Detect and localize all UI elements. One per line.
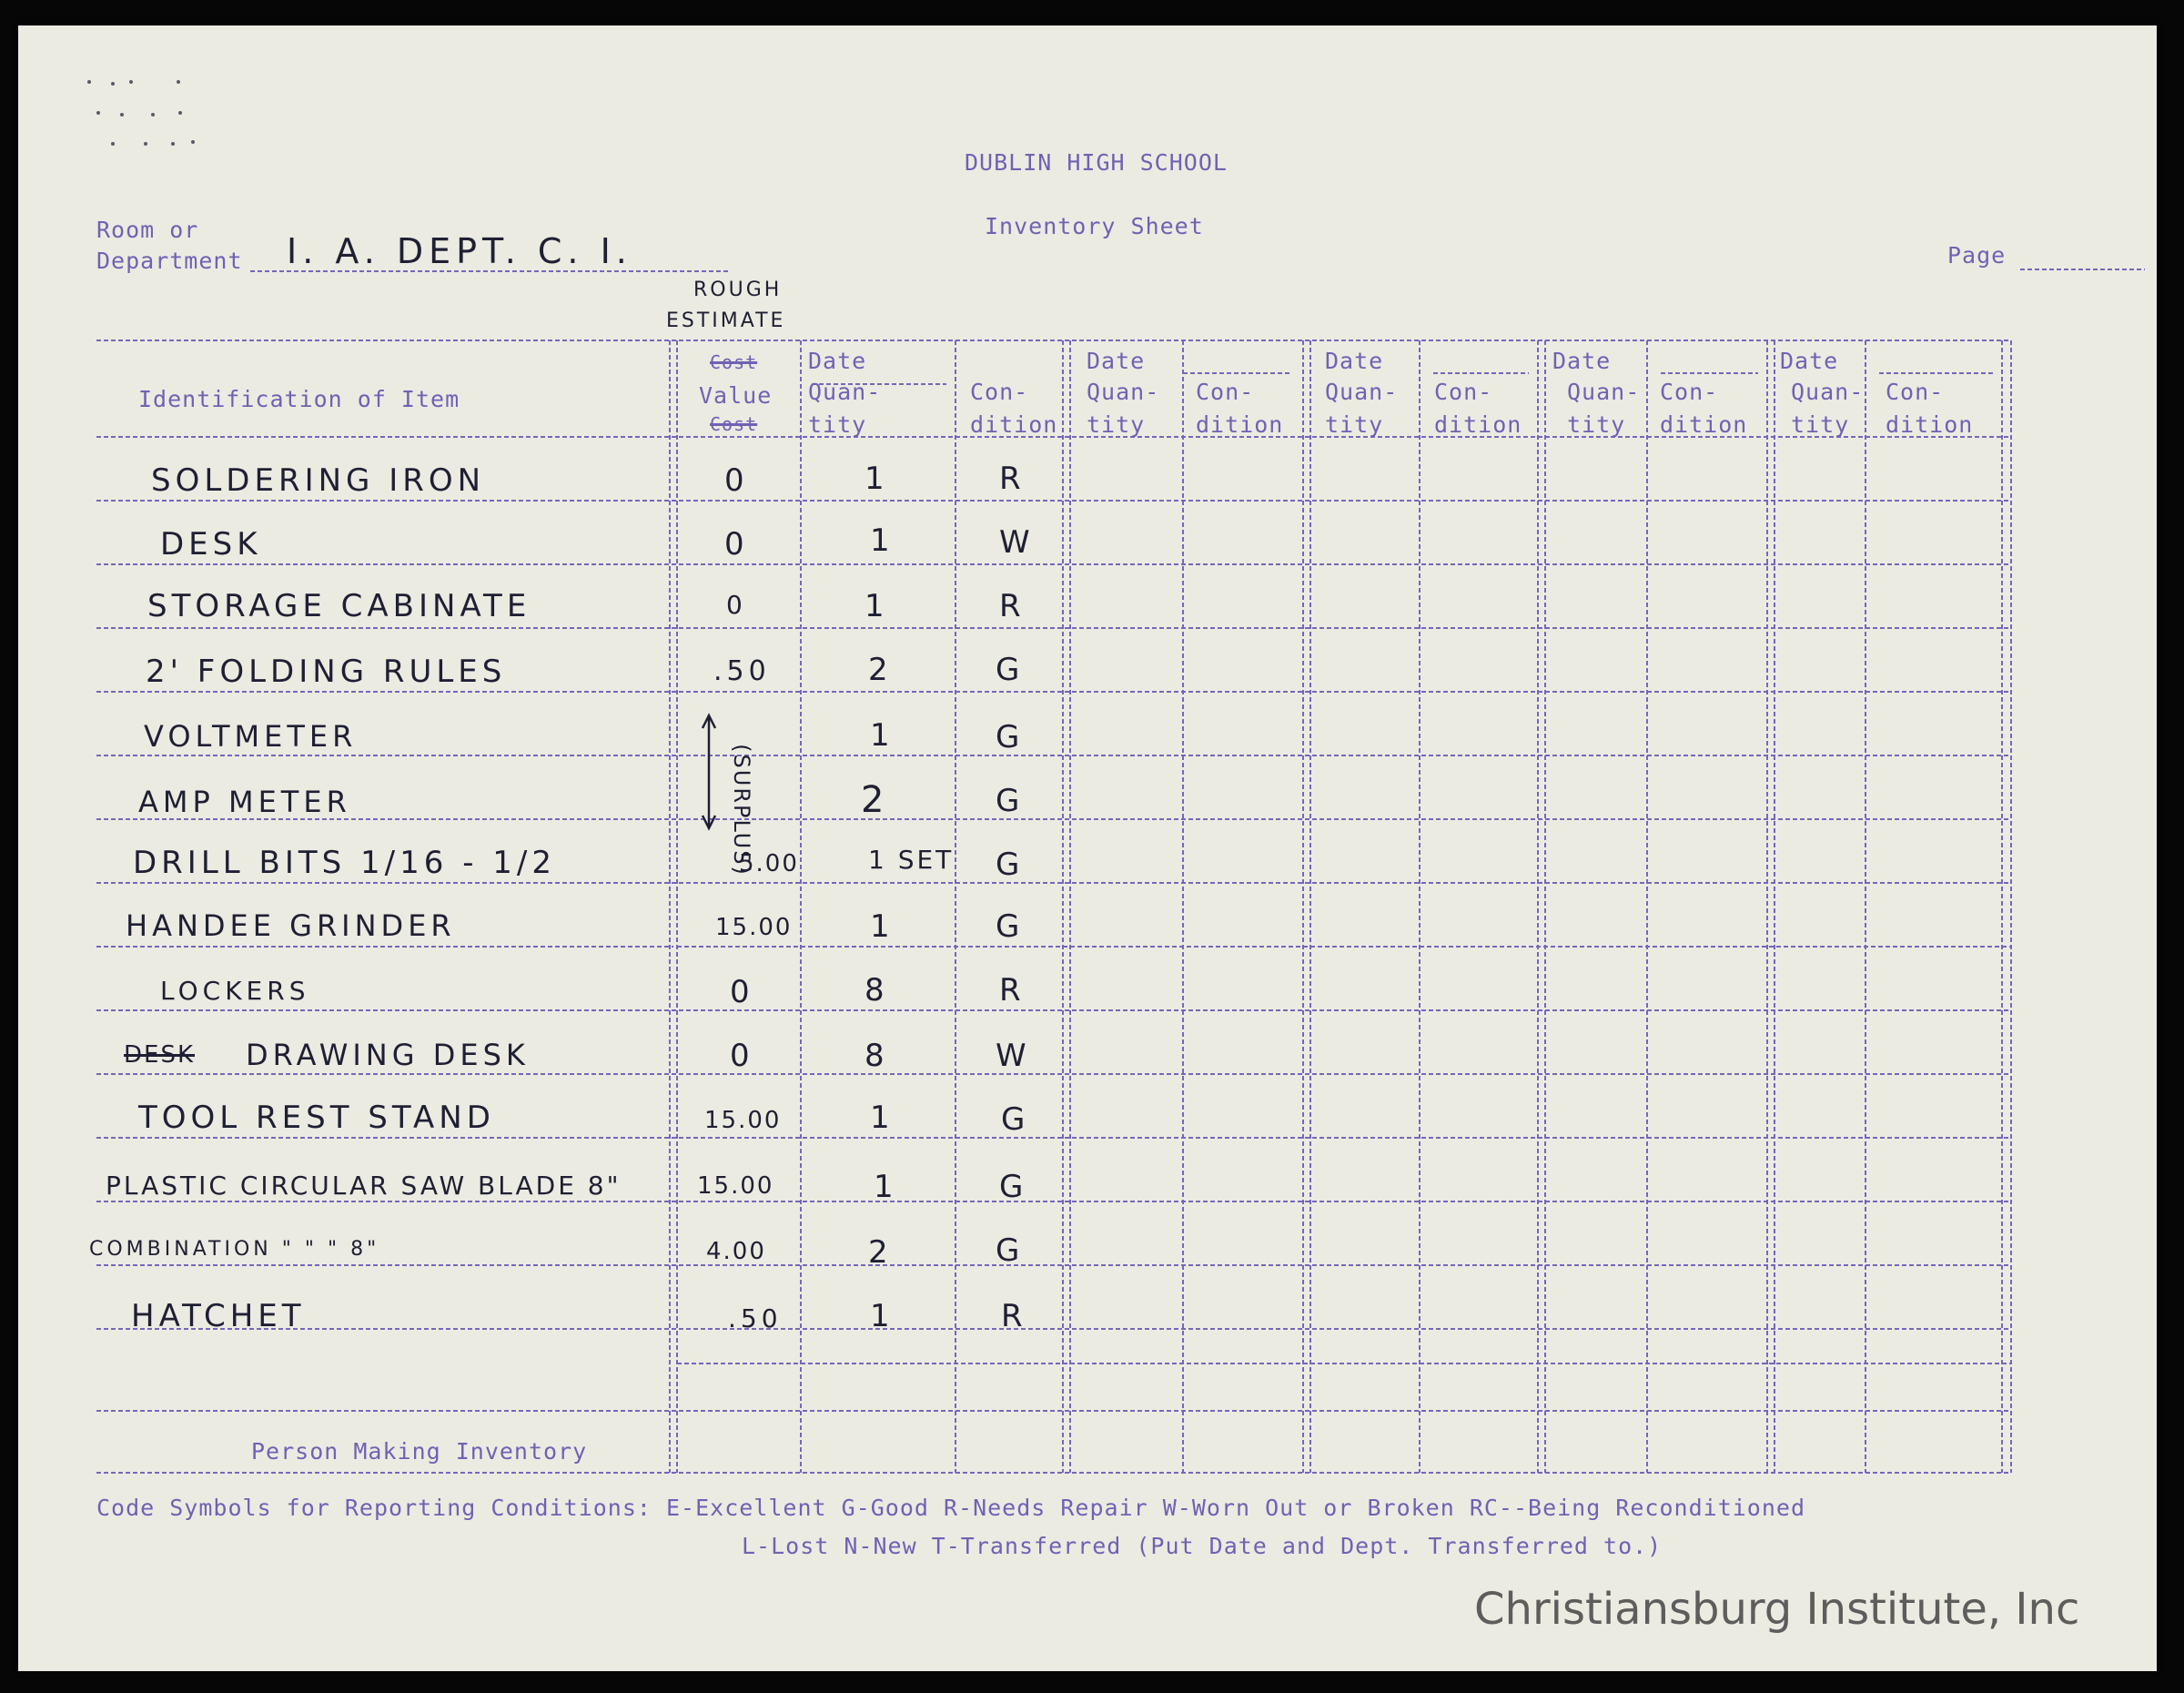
- item-name: VOLTMETER: [144, 719, 358, 754]
- quantity-header-1a: Quan-: [808, 379, 882, 405]
- quantity-header-2b: tity: [1087, 411, 1146, 438]
- page-label: Page: [1947, 242, 2007, 269]
- item-value: 0: [724, 526, 749, 563]
- quantity-header-5a: Quan-: [1791, 379, 1865, 405]
- item-value: 0: [730, 1038, 754, 1074]
- inventory-sheet-paper: [18, 25, 2157, 1671]
- item-quantity: 1: [870, 1100, 895, 1136]
- item-quantity: 1: [864, 461, 889, 497]
- item-name: HANDEE GRINDER: [126, 908, 456, 943]
- item-quantity: 2: [868, 652, 893, 688]
- item-condition: G: [996, 846, 1025, 883]
- item-name: DRAWING DESK: [246, 1038, 530, 1072]
- item-condition: G: [999, 1169, 1028, 1205]
- item-value: 5.00: [739, 850, 799, 877]
- quantity-header-5b: tity: [1791, 411, 1850, 438]
- item-quantity: 1: [870, 717, 895, 754]
- item-condition: G: [996, 908, 1025, 945]
- condition-header-4a: Con-: [1660, 379, 1719, 405]
- condition-header-4b: dition: [1660, 411, 1748, 438]
- item-condition: G: [996, 1232, 1025, 1269]
- item-value: 0: [724, 462, 749, 499]
- item-value: 0: [726, 590, 747, 620]
- struck-cost-bottom: Cost: [710, 413, 758, 435]
- item-condition: R: [999, 588, 1026, 624]
- item-name: TOOL REST STAND: [138, 1100, 495, 1136]
- date-header-1: Date: [808, 348, 867, 374]
- item-quantity: 1: [870, 522, 895, 559]
- item-condition: W: [996, 1038, 1031, 1074]
- item-quantity: 1: [870, 908, 895, 945]
- item-value: .50: [728, 1303, 783, 1333]
- item-condition: G: [996, 719, 1025, 755]
- item-value: 15.00: [704, 1107, 782, 1134]
- item-value: 4.00: [706, 1238, 766, 1265]
- item-name: HATCHET: [131, 1298, 306, 1334]
- item-name: DESK: [160, 526, 262, 563]
- item-name: SOLDERING IRON: [151, 462, 486, 499]
- watermark: Christiansburg Institute, Inc: [1474, 1584, 2080, 1635]
- item-quantity: 2: [861, 779, 889, 821]
- struck-desk-word: DESK: [124, 1041, 196, 1069]
- rough-note: ROUGH: [693, 279, 783, 301]
- item-name: 2' FOLDING RULES: [146, 654, 507, 690]
- item-quantity: 1: [864, 588, 889, 624]
- item-condition: R: [1001, 1298, 1027, 1334]
- struck-cost-top: Cost: [710, 351, 758, 373]
- item-quantity: 1 SET: [868, 845, 955, 875]
- surplus-note: (SURPLUS): [728, 744, 754, 877]
- item-quantity: 1: [870, 1298, 895, 1334]
- item-value: .50: [713, 655, 771, 687]
- estimate-note: ESTIMATE: [666, 309, 786, 332]
- date-header-2: Date: [1087, 348, 1146, 374]
- item-condition: R: [999, 461, 1026, 497]
- condition-codes-line-2: L-Lost N-New T-Transferred (Put Date and Dept. Transferred to.): [742, 1533, 1663, 1559]
- school-name: DUBLIN HIGH SCHOOL: [965, 149, 1228, 176]
- item-quantity: 2: [868, 1234, 893, 1271]
- condition-header-2a: Con-: [1196, 379, 1255, 405]
- item-value: 15.00: [715, 914, 793, 941]
- item-name: COMBINATION " " " 8": [89, 1238, 380, 1261]
- date-header-4: Date: [1552, 348, 1612, 374]
- item-condition: G: [1001, 1101, 1030, 1138]
- quantity-header-3b: tity: [1325, 411, 1384, 438]
- condition-codes-line-1: Code Symbols for Reporting Conditions: E-Excellent G-Good R-Needs Repair W-Worn Out or Broken RC--Being Reconditioned: [96, 1495, 1805, 1521]
- item-condition: G: [996, 652, 1025, 688]
- condition-header-3b: dition: [1434, 411, 1522, 438]
- room-label: Room or: [96, 217, 199, 243]
- quantity-header-4a: Quan-: [1567, 379, 1641, 405]
- item-quantity: 8: [864, 972, 889, 1009]
- condition-header-5a: Con-: [1886, 379, 1945, 405]
- condition-header-2b: dition: [1196, 411, 1284, 438]
- department-label: Department: [96, 248, 243, 274]
- item-name: STORAGE CABINATE: [147, 588, 531, 624]
- item-name: AMP METER: [138, 785, 351, 819]
- condition-header-1b: dition: [970, 411, 1058, 438]
- item-quantity: 1: [874, 1169, 898, 1205]
- condition-header-3a: Con-: [1434, 379, 1493, 405]
- department-value: I. A. DEPT. C. I.: [287, 231, 632, 271]
- item-name: PLASTIC CIRCULAR SAW BLADE 8": [106, 1171, 622, 1201]
- item-name: LOCKERS: [160, 976, 310, 1006]
- quantity-header-4b: tity: [1567, 411, 1626, 438]
- quantity-header-2a: Quan-: [1087, 379, 1160, 405]
- col-identification-header: Identification of Item: [138, 386, 460, 412]
- condition-header-1a: Con-: [970, 379, 1029, 405]
- quantity-header-1b: tity: [808, 411, 867, 438]
- item-value: 0: [730, 974, 754, 1010]
- item-quantity: 8: [864, 1038, 889, 1074]
- date-header-5: Date: [1780, 348, 1839, 374]
- item-condition: G: [996, 783, 1025, 819]
- item-name: DRILL BITS 1/16 - 1/2: [133, 845, 556, 881]
- col-value-header: Value: [699, 382, 773, 409]
- date-header-3: Date: [1325, 348, 1384, 374]
- person-making-inventory: Person Making Inventory: [251, 1438, 588, 1465]
- quantity-header-3a: Quan-: [1325, 379, 1399, 405]
- item-value: 15.00: [697, 1172, 774, 1200]
- condition-header-5b: dition: [1886, 411, 1974, 438]
- item-condition: R: [999, 972, 1026, 1009]
- sheet-title: Inventory Sheet: [985, 213, 1204, 239]
- item-condition: W: [999, 524, 1035, 561]
